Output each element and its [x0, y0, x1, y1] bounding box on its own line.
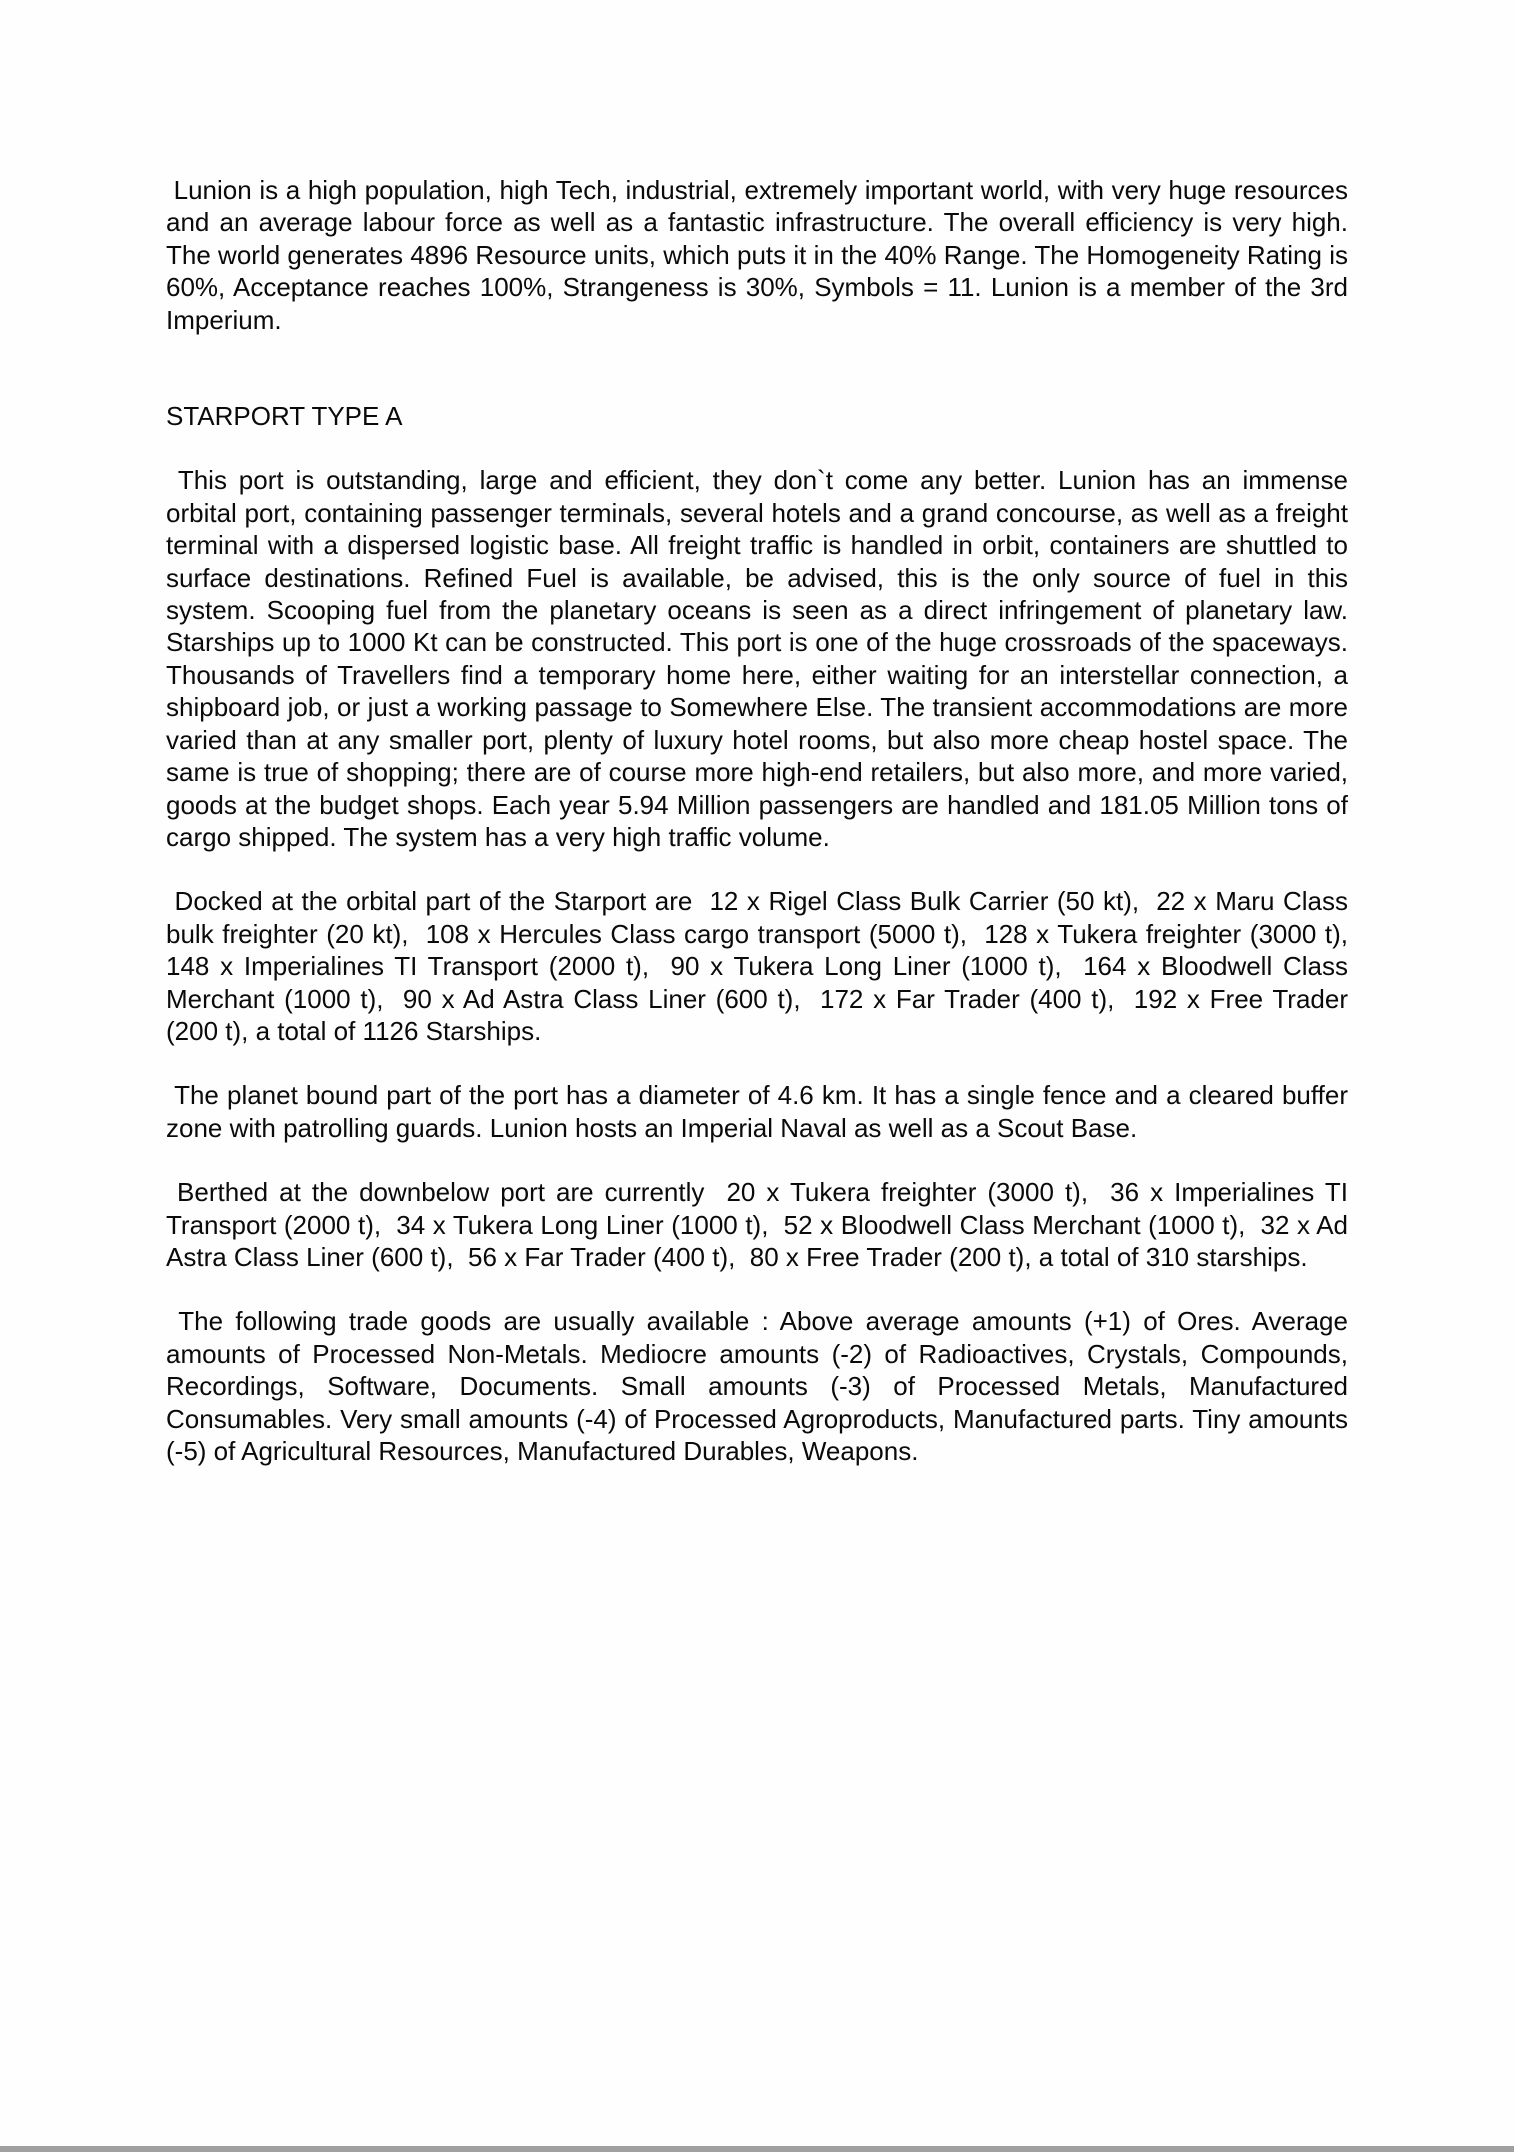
spacer — [166, 1273, 1348, 1305]
spacer — [166, 1047, 1348, 1079]
spacer — [166, 432, 1348, 464]
spacer — [166, 336, 1348, 400]
spacer — [166, 1144, 1348, 1176]
orbital-docked-ships-paragraph: Docked at the orbital part of the Starport are 12 x Rigel Class Bulk Carrier (50 kt), 22 x Maru Class bulk freighter (20 kt), 108 x Hercules Class cargo transport (5000 t), 128 x Tukera freighter (3000 t), 148 x Imperialines TI Transport (2000 t), 90 x Tukera Long Liner (1000 t), 164 x Bloodwell Class Merchant (1000 t), 90 x Ad Astra Class Liner (600 t), 172 x Far Trader (400 t), 192 x Free Trader (200 t), a total of 1126 Starships. — [166, 886, 1363, 1046]
starport-heading: STARPORT TYPE A — [166, 401, 403, 432]
downbelow-berthed-ships-paragraph: Berthed at the downbelow port are currently 20 x Tukera freighter (3000 t), 36 x Imperialines TI Transport (2000 t), 34 x Tukera Long Liner (1000 t), 52 x Bloodwell Class Merchant (1000 t), 32 x Ad Astra Class Liner (600 t), 56 x Far Trader (400 t), 80 x Free Trader (200 t), a total of 310 starships. — [166, 1177, 1355, 1272]
document-body — [166, 174, 1363, 1467]
world-intro-paragraph: Lunion is a high population, high Tech, industrial, extremely important world, with very huge resources and an average labour force as well as a fantastic infrastructure. The overall efficiency is very high. The world generates 4896 Resource units, which puts it in the 40% Range. The Homogeneity Rating is 60%, Acceptance reaches 100%, Strangeness is 30%, Symbols = 11. Lunion is a member of the 3rd Imperium. — [166, 175, 1356, 335]
page-bottom-edge — [0, 2146, 1514, 2152]
trade-goods-paragraph: The following trade goods are usually available : Above average amounts (+1) of Ores. Average amounts of Processed Non-Metals. Mediocre amounts (-2) of Radioactives, Crystals, Compounds, Recordings, Software, Documents. Small amounts (-3) of Processed Metals, Manufactured Consumables. Very small amounts (-4) of Processed Agroproducts, Manufactured parts. Tiny amounts (-5) of Agricultural Resources, Manufactured Durables, Weapons. — [166, 1306, 1356, 1466]
spacer — [166, 853, 1348, 885]
planet-bound-port-paragraph: The planet bound part of the port has a diameter of 4.6 km. It has a single fence and a cleared buffer zone with patrolling guards. Lunion hosts an Imperial Naval as well as a Scout Base. — [166, 1080, 1356, 1143]
starport-description-paragraph: This port is outstanding, large and efficient, they don`t come any better. Lunion has an immense orbital port, containing passenger terminals, several hotels and a grand concourse, as well as a freight terminal with a dispersed logistic base. All freight traffic is handled in orbit, containers are shuttled to surface destinations. Refined Fuel is available, be advised, this is the only source of fuel in this system. Scooping fuel from the planetary oceans is seen as a direct infringement of planetary law. Starships up to 1000 Kt can be constructed. This port is one of the huge crossroads of the spaceways. Thousands of Travellers find a temporary home here, either waiting for an interstellar connection, a shipboard job, or just a working passage to Somewhere Else. The transient accommodations are more varied than at any smaller port, plenty of luxury hotel rooms, but also more cheap hostel space. The same is true of shopping; there are of course more high-end retailers, but also more, and more varied, goods at the budget shops. Each year 5.94 Million passengers are handled and 181.05 Million tons of cargo shipped. The system has a very high traffic volume. — [166, 465, 1356, 852]
